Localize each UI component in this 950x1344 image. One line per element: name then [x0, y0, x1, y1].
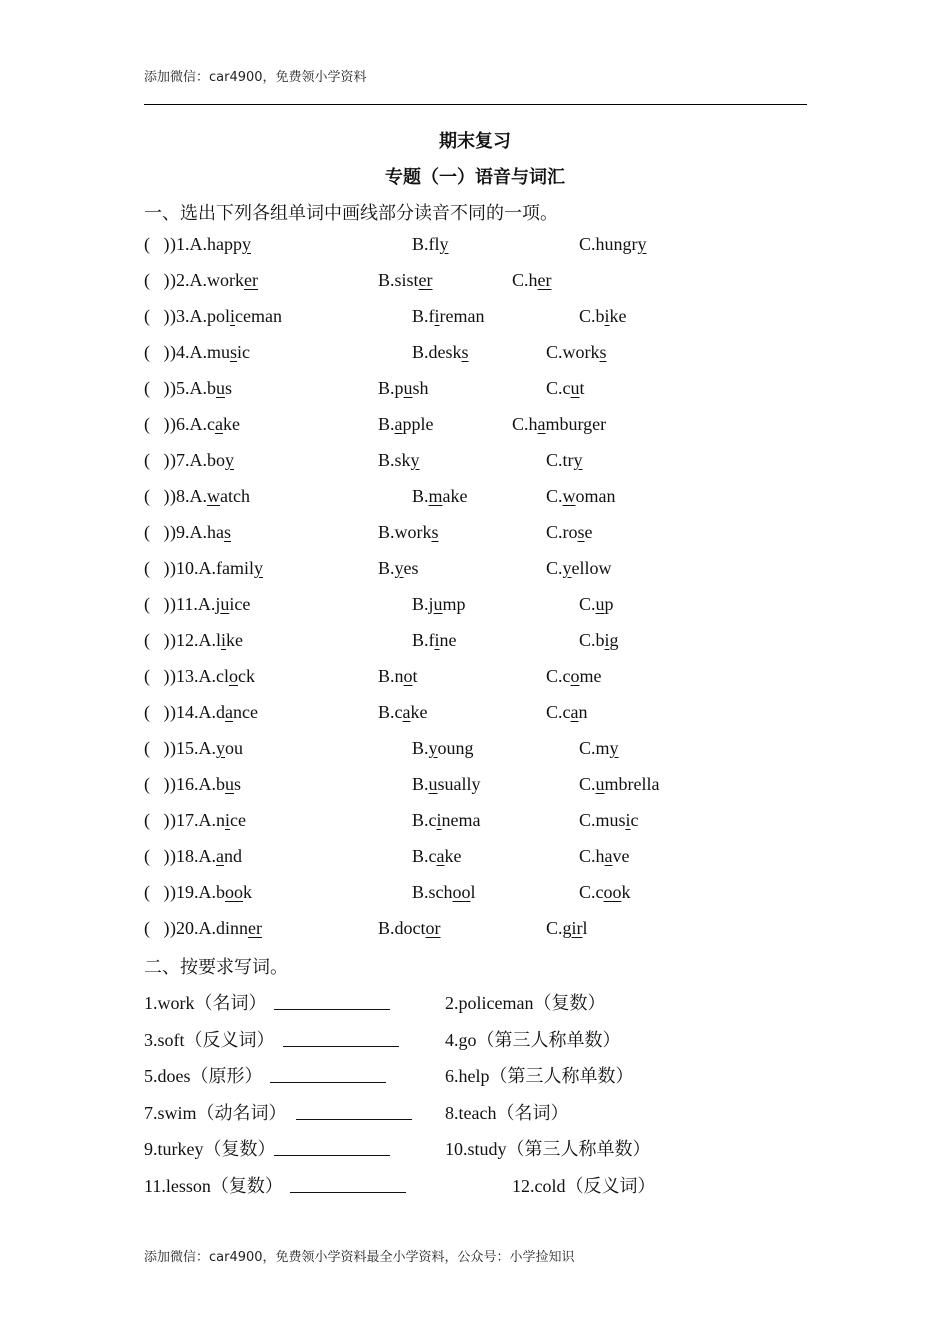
underlined-letters: s	[224, 522, 232, 542]
option-b: B.young	[412, 738, 474, 758]
question-row	[144, 846, 844, 872]
option-b: B.usually	[412, 774, 481, 794]
question-row	[144, 486, 844, 512]
option-c: C.come	[546, 666, 602, 686]
underlined-letters: o	[570, 666, 580, 686]
underlined-letters: u	[570, 378, 580, 398]
option-a: )11.A.juice	[170, 594, 251, 614]
question-row	[144, 306, 844, 332]
underlined-letters: oo	[603, 882, 622, 902]
option-b: B.push	[378, 378, 429, 398]
option-b: B.sky	[378, 450, 420, 470]
underlined-letters: y	[428, 738, 438, 758]
option-c: C.up	[579, 594, 614, 614]
header-divider	[144, 104, 807, 105]
underlined-letters: y	[394, 558, 404, 578]
option-a: )13.A.clock	[170, 666, 255, 686]
option-a: )20.A.dinner	[170, 918, 262, 938]
question-row	[144, 378, 844, 404]
option-c: C.cook	[579, 882, 631, 902]
underlined-letters: oo	[225, 882, 243, 902]
option-b: B.make	[412, 486, 468, 506]
option-c: C.rose	[546, 522, 593, 542]
underlined-letters: u	[220, 594, 230, 614]
option-b: B.yes	[378, 558, 419, 578]
option-c: C.my	[579, 738, 619, 758]
underlined-letters: i	[230, 306, 236, 326]
underlined-letters: y	[410, 450, 420, 470]
wordform-right: 4.go（第三人称单数）	[445, 1029, 621, 1050]
underlined-letters: s	[577, 522, 585, 542]
option-c: C.works	[546, 342, 607, 362]
option-c: C.bike	[579, 306, 627, 326]
question-row	[144, 702, 844, 728]
option-a: )1.A.happy	[170, 234, 251, 254]
option-a: )14.A.dance	[170, 702, 258, 722]
page-title: 期末复习	[439, 131, 511, 151]
underlined-letters: y	[254, 558, 263, 578]
underlined-letters: a	[394, 414, 403, 434]
question-row	[144, 738, 844, 764]
underlined-letters: a	[216, 846, 224, 866]
underlined-letters: er	[537, 270, 552, 290]
answer-blank[interactable]: ( )	[144, 702, 170, 722]
underlined-letters: oo	[452, 882, 471, 902]
question-row	[144, 270, 844, 296]
option-c: C.have	[579, 846, 630, 866]
wordform-row	[144, 1099, 844, 1125]
wordform-row	[144, 1026, 844, 1052]
wordform-left: 5.does（原形）	[144, 1066, 263, 1087]
underlined-letters: u	[433, 594, 443, 614]
underlined-letters: s	[431, 522, 439, 542]
underlined-letters: y	[242, 234, 251, 254]
underlined-letters: u	[225, 774, 234, 794]
option-a: )17.A.nice	[170, 810, 246, 830]
underlined-letters: y	[225, 450, 234, 470]
option-b: B.cake	[378, 702, 428, 722]
wordform-left: 1.work（名词）	[144, 993, 267, 1013]
option-a: )6.A.cake	[170, 414, 240, 434]
underlined-letters: i	[625, 810, 631, 830]
answer-blank[interactable]: ( )	[144, 450, 170, 470]
question-row	[144, 234, 844, 260]
question-row	[144, 774, 844, 800]
underlined-letters: s	[461, 342, 469, 362]
section1-heading: 一、选出下列各组单词中画线部分读音不同的一项。	[144, 203, 558, 223]
page-subtitle: 专题（一）语音与词汇	[385, 167, 565, 187]
answer-line[interactable]	[274, 991, 390, 1010]
underlined-letters: w	[562, 486, 576, 506]
option-b: B.apple	[378, 414, 434, 434]
answer-blank[interactable]: ( )	[144, 918, 170, 938]
option-b: B.fireman	[412, 306, 485, 326]
question-row	[144, 450, 844, 476]
underlined-letters: s	[230, 342, 238, 362]
option-a: )8.A.watch	[170, 486, 250, 506]
underlined-letters: y	[562, 558, 572, 578]
underlined-letters: i	[221, 630, 227, 650]
underlined-letters: a	[570, 702, 579, 722]
wordform-right: 12.cold（反义词）	[512, 1176, 656, 1196]
wordform-row	[144, 1062, 844, 1088]
question-row	[144, 630, 844, 656]
answer-blank[interactable]: ( )	[144, 738, 170, 758]
underlined-letters: y	[637, 234, 647, 254]
underlined-letters: i	[434, 630, 440, 650]
answer-blank[interactable]: ( )	[144, 630, 170, 650]
option-c: C.hamburger	[512, 414, 607, 434]
question-row	[144, 810, 844, 836]
underlined-letters: a	[537, 414, 546, 434]
underlined-letters: s	[599, 342, 607, 362]
answer-blank[interactable]: ( )	[144, 846, 170, 866]
option-c: C.big	[579, 630, 619, 650]
wordform-right: 6.help（第三人称单数）	[445, 1066, 634, 1087]
option-a: )19.A.book	[170, 882, 252, 902]
underlined-letters: er	[244, 270, 258, 290]
wordform-right: 8.teach（名词）	[445, 1102, 569, 1123]
underlined-letters: u	[403, 378, 413, 398]
option-a: )15.A.you	[170, 738, 243, 758]
answer-blank[interactable]: ( )	[144, 666, 170, 686]
underlined-letters: er	[418, 270, 433, 290]
answer-blank[interactable]: ( )	[144, 414, 170, 434]
wordform-row	[144, 1172, 844, 1198]
answer-line[interactable]	[296, 1101, 412, 1120]
option-b: B.cake	[412, 846, 462, 866]
underlined-letters: u	[428, 774, 438, 794]
wordform-row	[144, 989, 844, 1015]
underlined-letters: i	[434, 306, 440, 326]
answer-blank[interactable]: ( )	[144, 378, 170, 398]
underlined-letters: y	[216, 738, 225, 758]
underlined-letters: i	[604, 306, 610, 326]
section2-heading: 二、按要求写词。	[144, 957, 288, 977]
answer-blank[interactable]: ( )	[144, 270, 170, 290]
option-b: B.sister	[378, 270, 433, 290]
page-header: 添加微信：car4900，免费领小学资料	[144, 70, 367, 85]
option-c: C.umbrella	[579, 774, 660, 794]
option-c: C.try	[546, 450, 583, 470]
underlined-letters: y	[609, 738, 619, 758]
option-a: )2.A.worker	[170, 270, 258, 290]
option-c: C.hungry	[579, 234, 647, 254]
answer-blank[interactable]: ( )	[144, 558, 170, 578]
page-footer: 添加微信：car4900，免费领小学资料最全小学资料，公众号：小学捡知识	[144, 1250, 575, 1265]
underlined-letters: a	[215, 414, 223, 434]
option-a: )18.A.and	[170, 846, 242, 866]
underlined-letters: i	[604, 630, 610, 650]
option-a: )5.A.bus	[170, 378, 233, 398]
option-c: C.her	[512, 270, 552, 290]
answer-line[interactable]	[274, 1137, 390, 1156]
wordform-left: 7.swim（动名词）	[144, 1102, 287, 1123]
underlined-letters: a	[402, 702, 411, 722]
underlined-letters: y	[439, 234, 449, 254]
wordform-left: 11.lesson（复数）	[144, 1176, 283, 1196]
question-row	[144, 522, 844, 548]
underlined-letters: w	[207, 486, 220, 506]
underlined-letters: m	[428, 486, 443, 506]
option-a: )16.A.bus	[170, 774, 242, 794]
option-b: B.desks	[412, 342, 469, 362]
option-b: B.fine	[412, 630, 457, 650]
wordform-left: 3.soft（反义词）	[144, 1029, 275, 1050]
option-b: B.jump	[412, 594, 466, 614]
option-c: C.girl	[546, 918, 588, 938]
option-a: )12.A.like	[170, 630, 244, 650]
underlined-letters: o	[403, 666, 413, 686]
option-b: B.works	[378, 522, 439, 542]
option-a: )7.A.boy	[170, 450, 234, 470]
underlined-letters: u	[216, 378, 225, 398]
underlined-letters: i	[436, 810, 442, 830]
option-c: C.woman	[546, 486, 616, 506]
wordform-left: 9.turkey（复数）	[144, 1139, 276, 1160]
underlined-letters: a	[604, 846, 613, 866]
question-row	[144, 414, 844, 440]
wordform-right: 10.study（第三人称单数）	[445, 1139, 651, 1160]
underlined-letters: y	[573, 450, 583, 470]
option-c: C.can	[546, 702, 588, 722]
option-a: )10.A.family	[170, 558, 263, 578]
underlined-letters: u	[595, 774, 605, 794]
underlined-letters: a	[436, 846, 445, 866]
option-b: B.fly	[412, 234, 449, 254]
answer-blank[interactable]: ( )	[144, 234, 170, 254]
question-row	[144, 918, 844, 944]
answer-blank[interactable]: ( )	[144, 306, 170, 326]
answer-blank[interactable]: ( )	[144, 882, 170, 902]
answer-blank[interactable]: ( )	[144, 522, 170, 542]
underlined-letters: a	[225, 702, 233, 722]
question-row	[144, 342, 844, 368]
answer-line[interactable]	[290, 1174, 406, 1193]
option-b: B.school	[412, 882, 476, 902]
question-row	[144, 594, 844, 620]
option-a: )9.A.has	[170, 522, 232, 542]
option-b: B.doctor	[378, 918, 441, 938]
option-c: C.music	[579, 810, 639, 830]
answer-line[interactable]	[270, 1064, 386, 1083]
option-b: B.not	[378, 666, 418, 686]
answer-blank[interactable]: ( )	[144, 342, 170, 362]
answer-line[interactable]	[283, 1028, 399, 1047]
option-a: )4.A.music	[170, 342, 251, 362]
underlined-letters: er	[248, 918, 262, 938]
question-row	[144, 882, 844, 908]
wordform-right: 2.policeman（复数）	[445, 993, 606, 1013]
underlined-letters: u	[595, 594, 605, 614]
question-row	[144, 558, 844, 584]
underlined-letters: or	[425, 918, 441, 938]
underlined-letters: o	[229, 666, 238, 686]
answer-blank[interactable]: ( )	[144, 774, 170, 794]
wordform-row	[144, 1135, 844, 1161]
answer-blank[interactable]: ( )	[144, 810, 170, 830]
answer-blank[interactable]: ( )	[144, 594, 170, 614]
underlined-letters: ir	[571, 918, 583, 938]
option-a: )3.A.policeman	[170, 306, 282, 326]
option-b: B.cinema	[412, 810, 481, 830]
question-row	[144, 666, 844, 692]
option-c: C.yellow	[546, 558, 612, 578]
option-c: C.cut	[546, 378, 585, 398]
answer-blank[interactable]: ( )	[144, 486, 170, 506]
underlined-letters: i	[225, 810, 231, 830]
